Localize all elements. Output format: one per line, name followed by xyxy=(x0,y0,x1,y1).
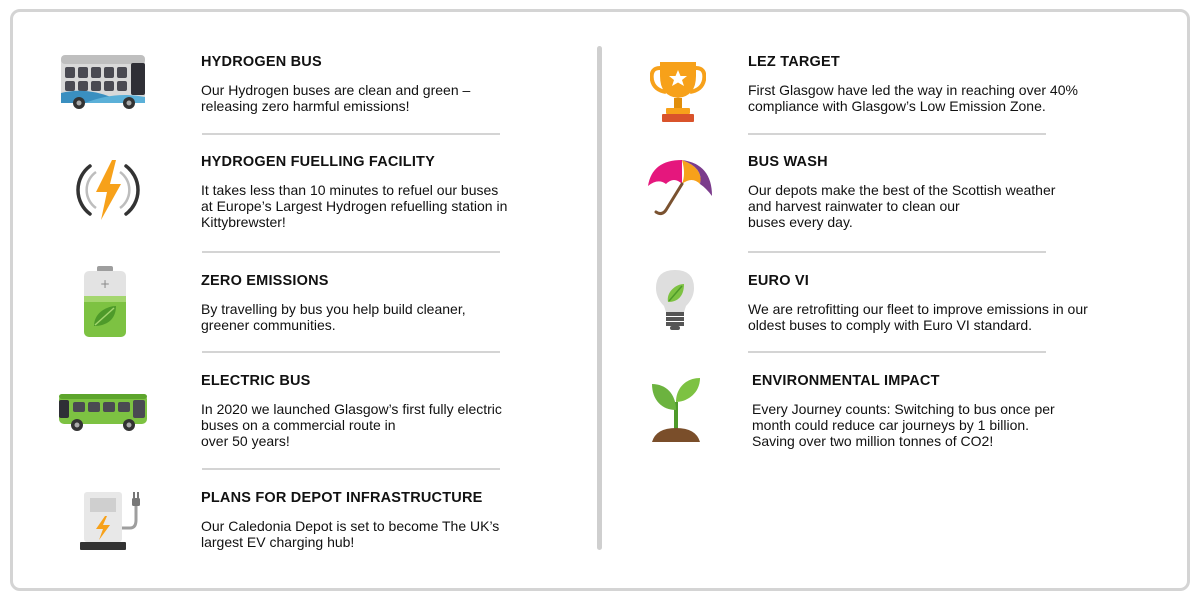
item-hydrogen-bus xyxy=(201,54,541,114)
item-title: ELECTRIC BUS xyxy=(201,373,311,389)
umbrella-icon xyxy=(646,156,714,218)
column-divider xyxy=(597,46,602,550)
item-title: EURO VI xyxy=(748,273,810,289)
trophy-icon xyxy=(650,58,706,124)
item-separator xyxy=(202,251,500,253)
item-title: HYDROGEN BUS xyxy=(201,54,322,70)
item-electric-bus xyxy=(201,373,541,449)
item-title: BUS WASH xyxy=(748,154,828,170)
item-description: Our Hydrogen buses are clean and green – releasing zero harmful emissions! xyxy=(201,82,471,114)
item-description: First Glasgow have led the way in reaching over 40% compliance with Glasgow’s Low Emission Zone. xyxy=(748,82,1078,114)
item-description: By travelling by bus you help build cleaner, greener communities. xyxy=(201,301,466,333)
item-description: It takes less than 10 minutes to refuel our buses at Europe’s Largest Hydrogen refuelling station in Kittybrewster! xyxy=(201,182,508,230)
lightning-bolt-icon xyxy=(74,156,142,224)
item-description: Our Caledonia Depot is set to become The UK’s largest EV charging hub! xyxy=(201,518,500,550)
hydrogen-bus-icon xyxy=(55,53,153,111)
item-separator xyxy=(748,251,1046,253)
item-description: We are retrofitting our fleet to improve emissions in our oldest buses to comply with Euro VI standard. xyxy=(748,301,1088,333)
item-title: ZERO EMISSIONS xyxy=(201,273,329,289)
item-separator xyxy=(202,133,500,135)
item-description: Our depots make the best of the Scottish weather and harvest rainwater to clean our buses every day. xyxy=(748,182,1056,230)
item-euro-vi xyxy=(748,273,1128,333)
item-title: LEZ TARGET xyxy=(748,54,840,70)
sprout-icon xyxy=(648,372,704,442)
item-description: Every Journey counts: Switching to bus once per month could reduce car journeys by 1 billion. Saving over two million tonnes of CO2! xyxy=(752,401,1055,449)
item-separator xyxy=(748,133,1046,135)
svg-text:+: + xyxy=(99,277,111,291)
item-zero-emissions xyxy=(201,273,541,333)
item-separator xyxy=(202,468,500,470)
item-bus-wash xyxy=(748,154,1128,230)
item-lez-target xyxy=(748,54,1128,114)
item-description: In 2020 we launched Glasgow’s first fully electric buses on a commercial route in over 50 years! xyxy=(201,401,502,449)
item-hydrogen-fuelling xyxy=(201,154,541,230)
item-separator xyxy=(748,351,1046,353)
item-environmental-impact xyxy=(752,373,1132,449)
electric-bus-icon xyxy=(55,390,151,434)
item-title: ENVIRONMENTAL IMPACT xyxy=(752,373,940,389)
item-title: PLANS FOR DEPOT INFRASTRUCTURE xyxy=(201,490,483,506)
lightbulb-leaf-icon xyxy=(654,268,696,332)
item-title: HYDROGEN FUELLING FACILITY xyxy=(201,154,435,170)
item-separator xyxy=(202,351,500,353)
battery-leaf-icon xyxy=(82,266,128,338)
item-depot-infrastructure xyxy=(201,490,541,550)
charging-station-icon xyxy=(78,488,150,552)
